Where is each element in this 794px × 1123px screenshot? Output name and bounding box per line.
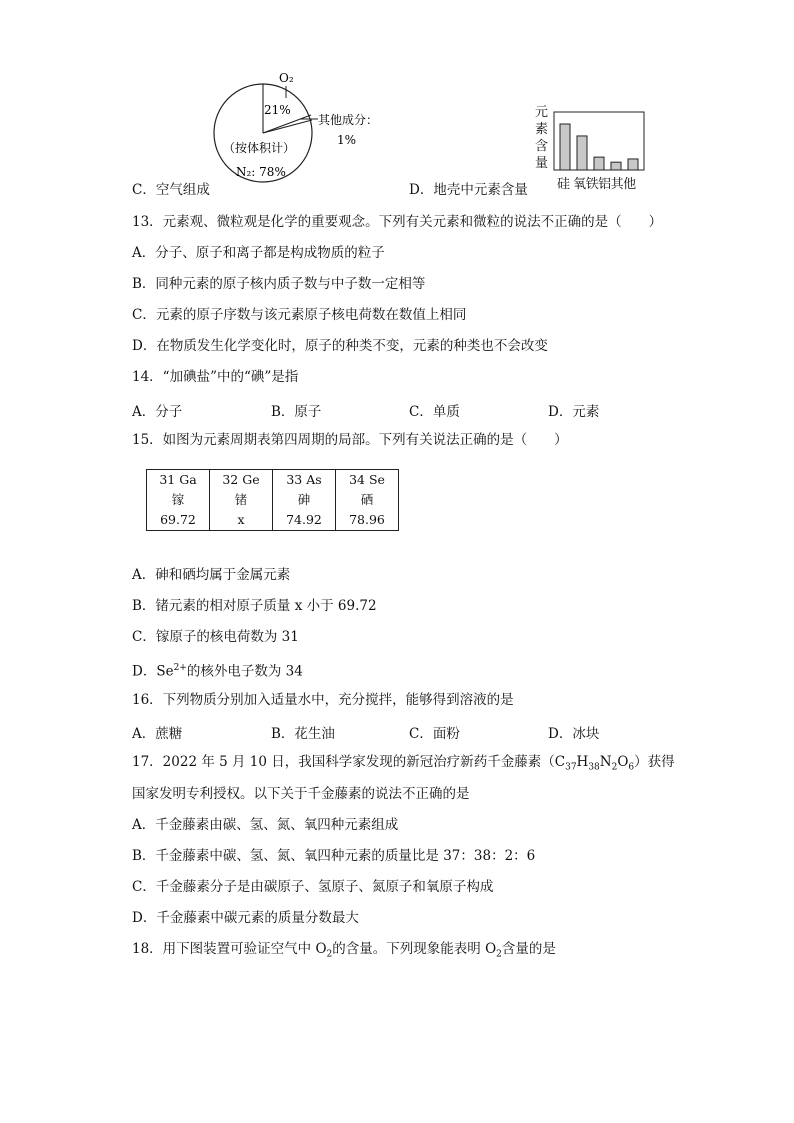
element-number: 32 Ge (222, 472, 260, 487)
bar-铁 (594, 157, 604, 170)
q13-option-c: C．元素的原子序数与该元素原子核电荷数在数值上相同 (132, 307, 467, 323)
q15-option-c: C．镓原子的核电荷数为 31 (132, 629, 299, 645)
q17-option-b: B．千金藤素中碳、氢、氮、氧四种元素的质量比是 37：38：2：6 (132, 848, 536, 864)
q17-option-a: A．千金藤素由碳、氢、氮、氧四种元素组成 (132, 817, 399, 833)
element-name: 镓 (171, 492, 185, 507)
formula-sub: 2 (611, 762, 618, 773)
q18-stem (132, 940, 556, 964)
q13-option-b: B．同种元素的原子核内质子数与中子数一定相等 (132, 276, 426, 292)
formula-el: O (617, 754, 629, 770)
other-label: 其他成分： (318, 113, 379, 127)
q13-stem: 13．元素观、微粒观是化学的重要观念。下列有关元素和微粒的说法不正确的是（ ） (132, 214, 663, 230)
q14-option-b: B．原子 (271, 404, 322, 420)
q18-stem-mid: 的含量。下列现象能表明 O (332, 941, 497, 957)
air-composition-pie (200, 66, 400, 184)
element-mass: 78.96 (349, 512, 385, 527)
q14-stem: 14．“加碘盐”中的“碘”是指 (132, 369, 299, 385)
formula-sub: 38 (588, 762, 600, 773)
ylabel-char: 元 (535, 105, 549, 120)
element-cell-as (273, 470, 336, 531)
bar-硅 (560, 124, 570, 170)
ylabel-char: 量 (535, 156, 549, 171)
q15-option-b: B．锗元素的相对原子质量 x 小于 69.72 (132, 598, 377, 614)
element-cell-ge (210, 470, 273, 531)
formula-sub: 2 (326, 949, 333, 960)
q17-stem-line2: 国家发明专利授权。以下关于千金藤素的说法不正确的是 (132, 786, 470, 802)
element-name: 硒 (360, 492, 374, 507)
q14-option-d: D．元素 (548, 404, 600, 420)
q14-option-c: C．单质 (409, 404, 460, 420)
crust-element-bar-chart (553, 111, 647, 173)
q18-stem-post: 含量的是 (501, 941, 556, 957)
q15-d-charge: 2+ (173, 663, 187, 673)
q15-stem: 15．如图为元素周期表第四周期的局部。下列有关说法正确的是（ ） (132, 432, 568, 448)
q17-stem-line1 (132, 753, 675, 777)
q15-d-pre: D．Se (132, 663, 174, 680)
q15-d-post: 的核外电子数为 34 (186, 663, 303, 680)
crust-chart-ylabel (535, 104, 551, 172)
periodic-table-fragment (146, 469, 399, 531)
pie-radius-other-b (263, 120, 312, 133)
element-cell-ga (147, 470, 210, 531)
element-number: 31 Ga (159, 472, 197, 487)
element-number: 33 As (286, 472, 322, 487)
ylabel-char: 含 (535, 139, 549, 154)
q16-stem: 16．下列物质分别加入适量水中，充分搅拌，能够得到溶液的是 (132, 692, 514, 708)
q15-option-a: A．砷和硒均属于金属元素 (132, 567, 291, 583)
q18-stem-pre: 18．用下图装置可验证空气中 O (132, 941, 327, 957)
q14-option-a: A．分子 (132, 404, 183, 420)
bar-氧 (577, 136, 587, 170)
q16-option-b: B．花生油 (271, 726, 335, 742)
element-mass: x (237, 512, 245, 527)
pie-radius-other-a (263, 115, 311, 133)
ylabel-char: 素 (535, 122, 549, 137)
other-percent: 1% (337, 133, 357, 147)
q16-option-d: D．冰块 (548, 726, 600, 742)
q13-option-a: A．分子、原子和离子都是构成物质的粒子 (132, 245, 385, 261)
q17-option-d: D．千金藤素中碳元素的质量分数最大 (132, 910, 359, 926)
o2-percent: 21% (264, 103, 291, 117)
q13-option-d: D．在物质发生化学变化时，原子的种类不变，元素的种类也不会改变 (132, 338, 548, 354)
element-mass: 74.92 (286, 512, 322, 527)
q17-stem-post: ）获得 (634, 754, 675, 770)
element-mass: 69.72 (160, 512, 196, 527)
q12-option-d: D．地壳中元素含量 (409, 182, 528, 198)
formula-el: H (576, 754, 589, 770)
formula-sub: 6 (628, 762, 635, 773)
formula-sub: 37 (565, 762, 577, 773)
q15-option-d (132, 659, 303, 681)
q17-stem-pre: 17．2022 年 5 月 10 日，我国科学家发现的新冠治疗新药千金藤素（C (132, 754, 566, 770)
bar-其他 (628, 159, 638, 170)
q16-option-c: C．面粉 (409, 726, 460, 742)
crust-chart-xlabels: 硅 氧铁铝其他 (557, 177, 636, 192)
n2-label: N₂: 78% (236, 165, 286, 179)
element-name: 锗 (234, 492, 248, 507)
formula-sub: 2 (496, 949, 502, 960)
element-name: 砷 (297, 492, 311, 507)
q12-option-c: C．空气组成 (132, 182, 210, 198)
bar-铝 (611, 162, 621, 170)
pie-note: （按体积计） (223, 141, 296, 155)
q16-option-a: A．蔗糖 (132, 726, 183, 742)
element-cell-se (336, 470, 399, 531)
o2-label: O₂ (279, 71, 294, 85)
element-number: 34 Se (349, 472, 385, 487)
formula-el: N (599, 754, 612, 770)
q17-option-c: C．千金藤素分子是由碳原子、氢原子、氮原子和氧原子构成 (132, 879, 494, 895)
